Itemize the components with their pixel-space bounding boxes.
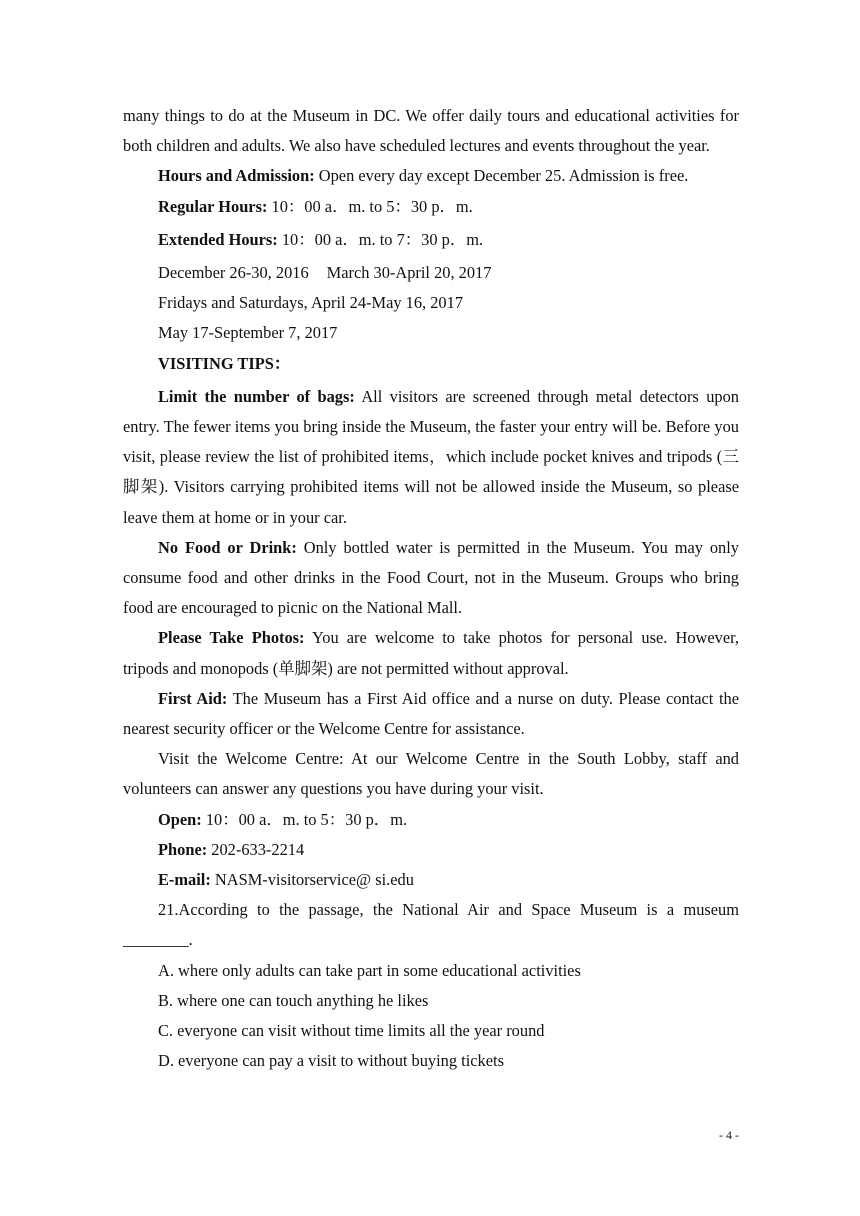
limit-bags-label: Limit the number of bags: [158, 386, 355, 406]
hours-admission-text: Open every day except December 25. Admission is free. [314, 166, 689, 186]
phone-line [123, 835, 739, 865]
photos-paragraph [123, 623, 739, 683]
document-body [123, 101, 739, 1077]
extended-hours-line [123, 225, 739, 255]
email-label: E-mail: [158, 870, 211, 890]
question-option-d: D. everyone can pay a visit to without buying tickets [158, 1051, 504, 1071]
regular-hours-line [123, 192, 739, 222]
extended-hours-text: 10：00 a．m. to 7：30 p．m. [277, 229, 484, 249]
visiting-tips-heading: VISITING TIPS： [158, 353, 291, 373]
regular-hours-text: 10：00 a．m. to 5：30 p．m. [267, 196, 473, 216]
question-option-c: C. everyone can visit without time limits all the year round [158, 1021, 545, 1041]
welcome-centre-paragraph: Visit the Welcome Centre: At our Welcome Centre in the South Lobby, staff and volunteers can answer any questions you have during your visit. [123, 749, 739, 799]
no-food-label: No Food or Drink: [158, 537, 297, 557]
regular-hours-label: Regular Hours: [158, 196, 268, 216]
hours-admission-label: Hours and Admission: [158, 166, 315, 186]
extended-hours-label: Extended Hours: [158, 229, 278, 249]
dates-line-1a: December 26-30, 2016 [158, 263, 309, 283]
open-line [123, 805, 739, 835]
open-label: Open: [158, 809, 202, 829]
limit-bags-paragraph [123, 382, 739, 533]
email-line [123, 865, 739, 895]
dates-line-1 [123, 258, 739, 288]
hours-admission-line [123, 161, 739, 191]
first-aid-text: The Museum has a First Aid office and a nurse on duty. Please contact the nearest security officer or the Welcome Centre for assistance. [123, 688, 739, 739]
photos-text: You are welcome to take photos for personal use. However, tripods and monopods (单脚架) are not permitted without approval. [123, 628, 739, 678]
page-number: - 4 - [719, 1128, 739, 1142]
no-food-paragraph [123, 533, 739, 624]
dates-line-3: May 17-September 7, 2017 [158, 323, 338, 343]
dates-line-1b: March 30-April 20, 2017 [326, 263, 492, 283]
question-option-b: B. where one can touch anything he likes [158, 990, 429, 1010]
phone-label: Phone: [158, 839, 208, 859]
question-stem: 21.According to the passage, the National Air and Space Museum is a museum ________. [123, 900, 739, 950]
first-aid-label: First Aid: [158, 688, 228, 708]
first-aid-paragraph [123, 684, 739, 744]
dates-line-2: Fridays and Saturdays, April 24-May 16, 2017 [158, 293, 464, 313]
open-text: 10：00 a．m. to 5：30 p．m. [201, 809, 408, 829]
no-food-text: Only bottled water is permitted in the Museum. You may only consume food and other drinks in the Food Court, not in the Museum. Groups who bring food are encouraged to picnic on the National Mall. [123, 537, 739, 618]
photos-label: Please Take Photos: [158, 628, 305, 648]
phone-text: 202-633-2214 [207, 839, 305, 859]
email-text: NASM-visitorservice@ si.edu [210, 870, 414, 890]
intro-paragraph: many things to do at the Museum in DC. We offer daily tours and educational activities for both children and adults. We also have scheduled lectures and events throughout the year. [123, 106, 739, 156]
question-option-a: A. where only adults can take part in some educational activities [158, 960, 581, 980]
limit-bags-text: All visitors are screened through metal detectors upon entry. The fewer items you bring inside the Museum, the faster your entry will be. Before you visit, please review the list of prohibited items，which include pocket knives and tripods (三脚架). Visitors carrying prohibited items will not be allowed inside the Museum, so please leave them at home or in your car. [123, 386, 739, 527]
